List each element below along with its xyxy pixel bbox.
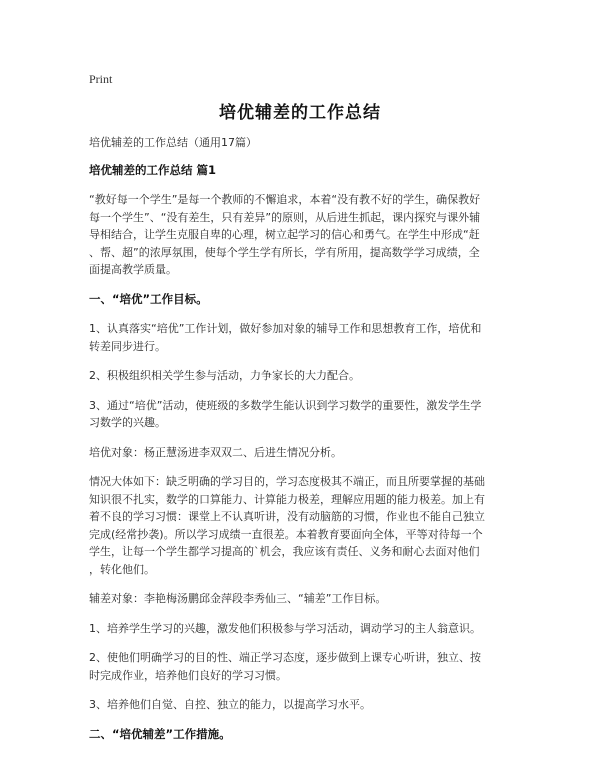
- text-line: ，转化他们。: [89, 562, 155, 576]
- text-line: 2、积极组织相关学生参与活动，力争家长的大力配合。: [89, 369, 360, 382]
- paragraph: [89, 367, 517, 385]
- text-line: 知识很不扎实，数学的口算能力、计算能力极差，理解应用题的能力极差。加上有: [89, 492, 485, 506]
- document-title: 培优辅差的工作总结: [219, 103, 381, 123]
- text-line: 着不良的学习习惯：课堂上不认真听讲，没有动脑筋的习惯，作业也不能自己独立: [89, 510, 485, 523]
- subsection-heading: [89, 726, 517, 744]
- paragraph: [89, 620, 517, 638]
- paragraph-list: [89, 191, 517, 743]
- text-line: 完成(经常抄袭)。所以学习成绩一直很差。本着教育要面向全体，平等对待每一个: [89, 527, 483, 541]
- text-line: 、帮、超”的浓厚氛围，使每个学生学有所长，学有所用，提高数学学习成绩，全: [89, 245, 480, 259]
- text-line: 学生，让每一个学生都学习提高的`机会，我应该有责任、义务和耐心去面对他们: [89, 545, 480, 558]
- paragraph: [89, 649, 517, 684]
- text-line: 3、培养他们自觉、自控、独立的能力，以提高学习水平。: [89, 698, 371, 711]
- text-line: 转差同步进行。: [89, 339, 166, 353]
- text-line: 辅差对象：李艳梅汤鹏邱金萍段李秀仙三、“辅差”工作目标。: [89, 592, 387, 605]
- document-body: [89, 134, 517, 755]
- paragraph: [89, 397, 517, 432]
- text-line: 3、通过“培优”活动，使班级的多数学生能认识到学习数学的重要性，激发学生学: [89, 398, 482, 412]
- text-line: 每一个学生”、“没有差生，只有差异”的原则，从后进生抓起，课内探究与课外辅: [89, 210, 481, 224]
- paragraph: [89, 696, 517, 714]
- text-line: “教好每一个学生”是每一个教师的不懈追求，本着“没有教不好的学生，确保教好: [89, 193, 481, 206]
- text-line: 习数学的兴趣。: [89, 416, 166, 429]
- text-line: 面提高教学质量。: [89, 263, 177, 276]
- section-heading: 培优辅差的工作总结 篇1: [89, 162, 217, 177]
- text-line: 情况大体如下：缺乏明确的学习目的，学习态度极其不端正，而且所要掌握的基础: [89, 475, 485, 488]
- paragraph: [89, 444, 517, 462]
- text-line: 一、“培优”工作目标。: [89, 291, 208, 306]
- paragraph: [89, 590, 517, 608]
- subsection-heading: [89, 291, 517, 309]
- paragraph: [89, 320, 517, 355]
- text-line: 1、培养学生学习的兴趣，激发他们积极参与学习活动，调动学习的主人翁意识。: [89, 621, 481, 635]
- text-line: 二、“培优辅差”工作措施。: [89, 726, 231, 741]
- paragraph: [89, 473, 517, 578]
- text-line: 2、使他们明确学习的目的性、端正学习态度，逐步做到上课专心听讲，独立、按: [89, 651, 481, 664]
- document-subtitle: 培优辅差的工作总结（通用17篇）: [89, 136, 257, 149]
- text-line: 培优对象：杨正慧汤进李双双二、后进生情况分析。: [89, 445, 342, 459]
- text-line: 时完成作业，培养他们良好的学习习惯。: [89, 668, 287, 682]
- text-line: 导相结合，让学生克服自卑的心理，树立起学习的信心和勇气。在学生中形成“赶: [89, 228, 480, 241]
- text-line: 1、认真落实“培优”工作计划，做好参加对象的辅导工作和思想教育工作，培优和: [89, 322, 482, 335]
- paragraph: [89, 191, 517, 279]
- print-link[interactable]: Print: [89, 72, 113, 86]
